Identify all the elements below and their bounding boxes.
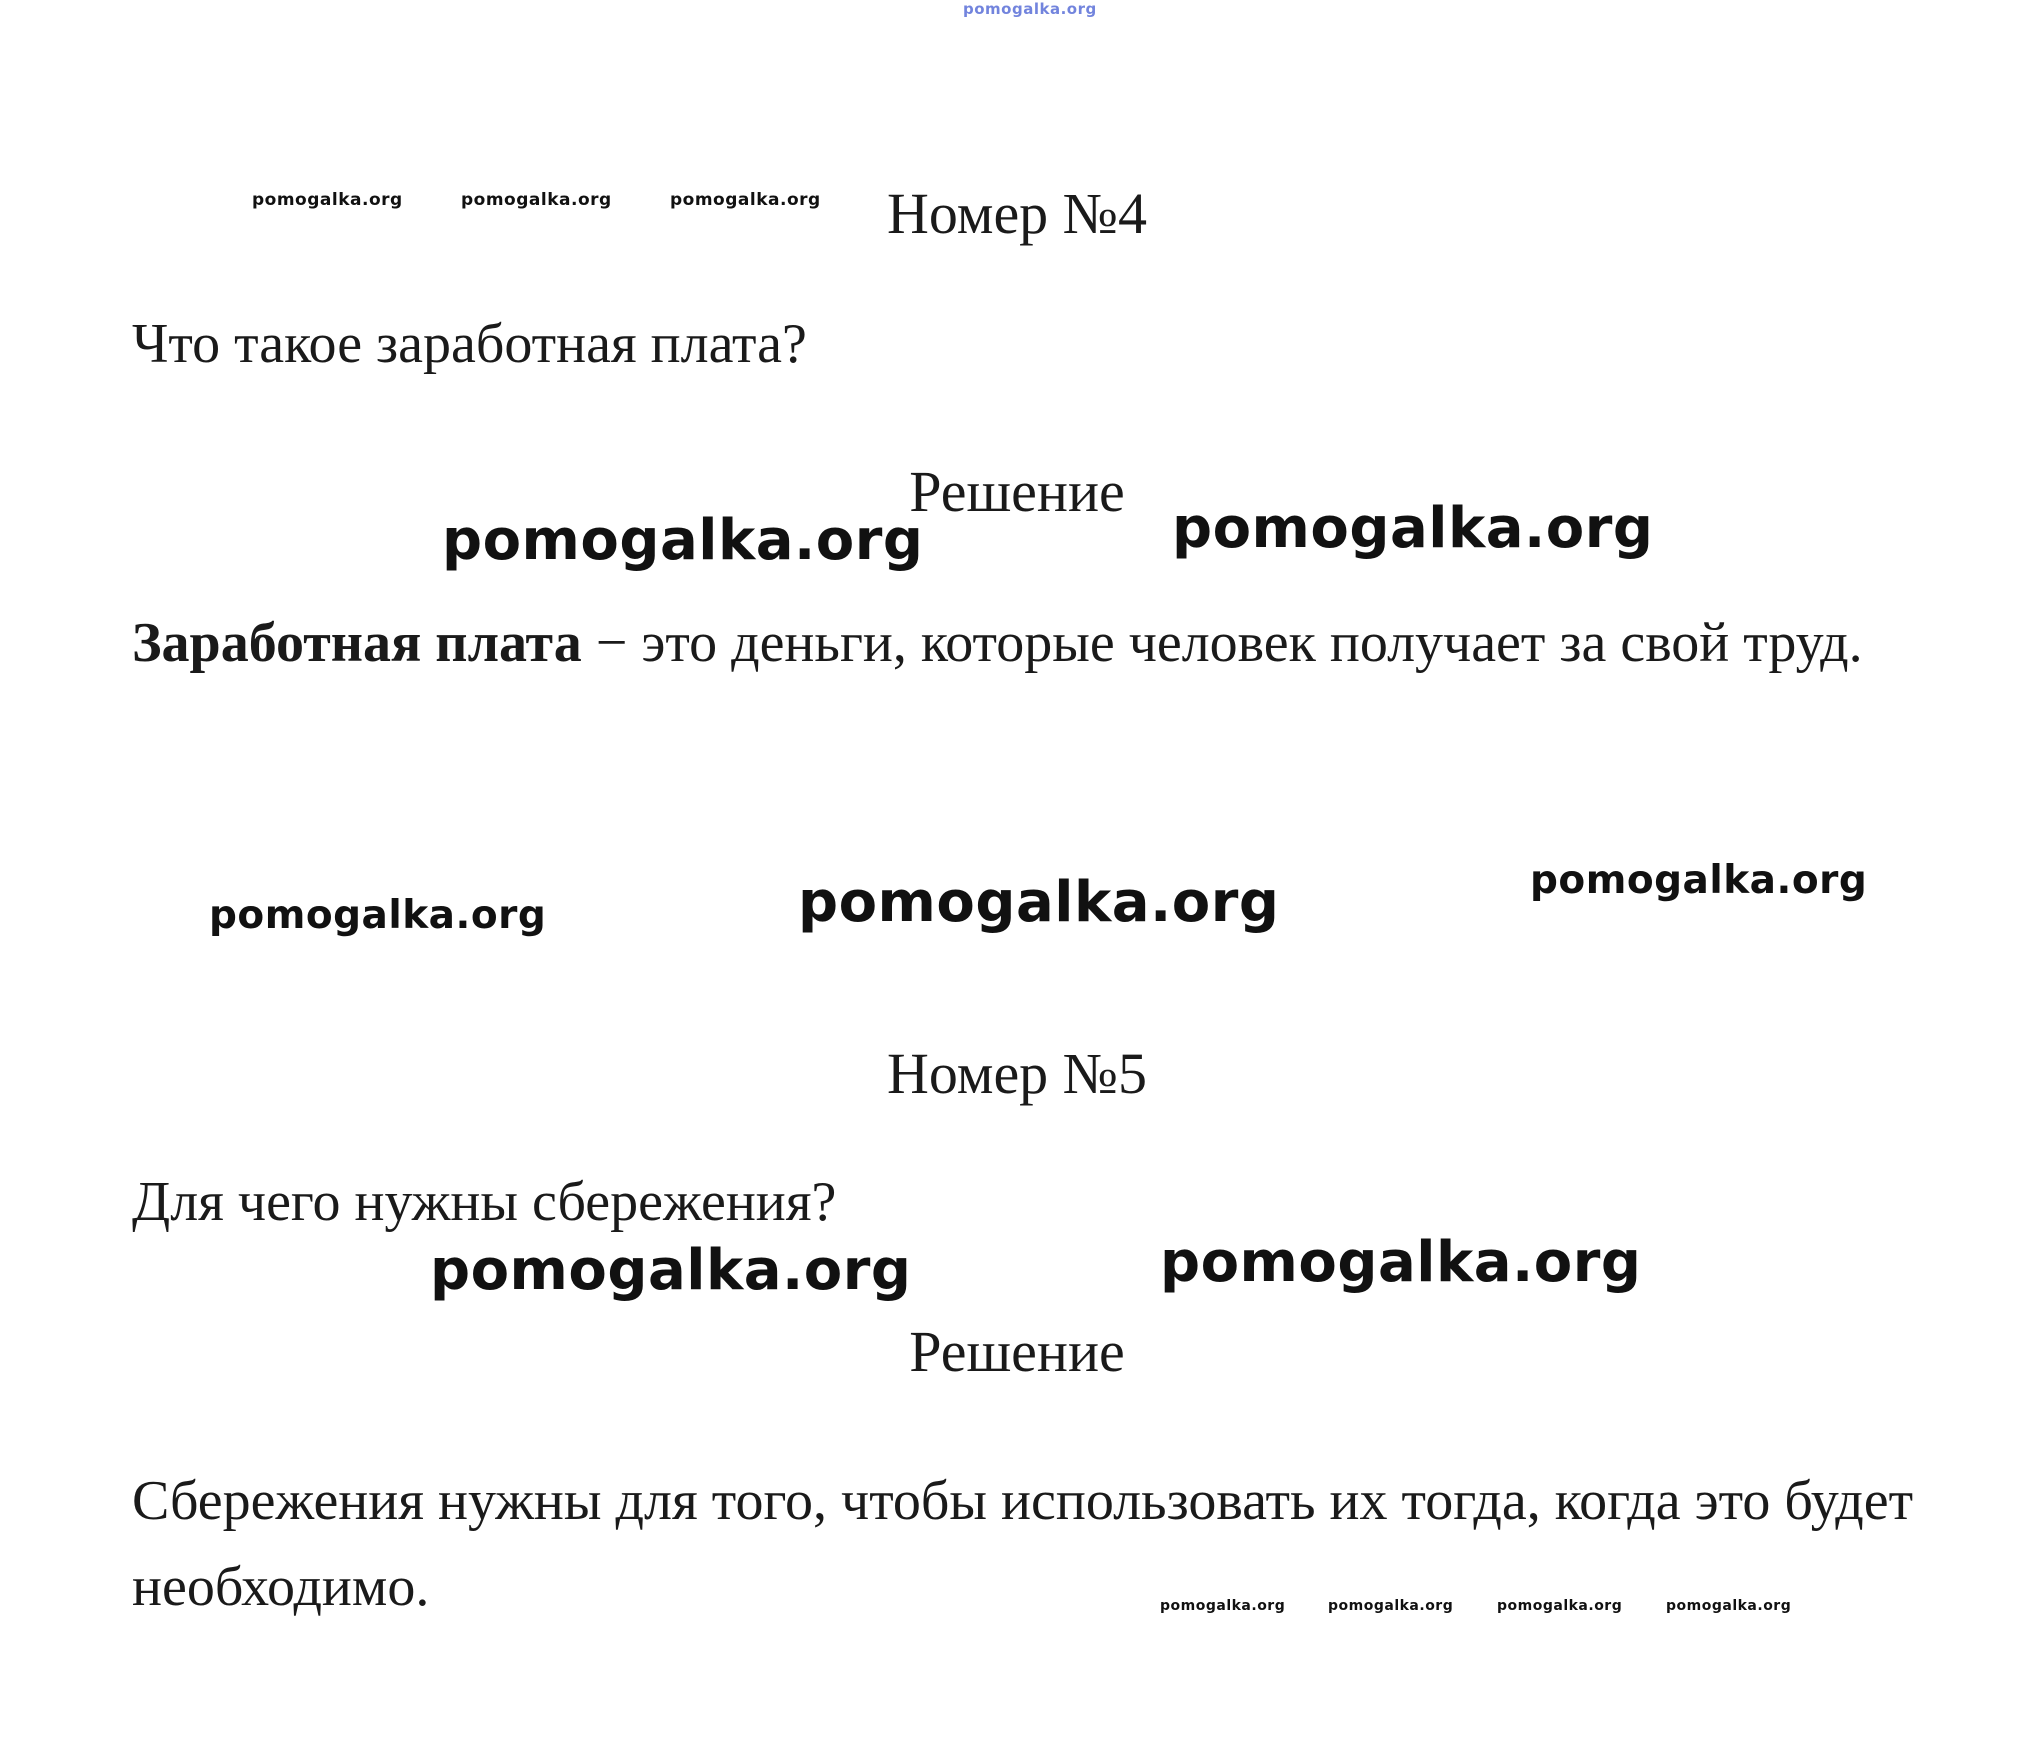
watermark: pomogalka.org (1160, 1598, 1286, 1614)
watermark: pomogalka.org (798, 870, 1280, 935)
watermark: pomogalka.org (252, 190, 403, 210)
task4-question: Что такое заработная плата? (132, 313, 807, 375)
watermark: pomogalka.org (670, 190, 821, 210)
task5-heading: Номер №5 (886, 1041, 1148, 1106)
task4-answer-term: Заработная плата (132, 612, 582, 674)
task4-answer (132, 600, 1932, 686)
watermark: pomogalka.org (1172, 496, 1654, 561)
watermark: pomogalka.org (1530, 858, 1868, 903)
watermark: pomogalka.org (1160, 1230, 1642, 1295)
task5-solution-label: Решение (909, 1319, 1125, 1384)
task5-question: Для чего нужны сбережения? (132, 1171, 837, 1233)
task4-heading: Номер №4 (886, 181, 1148, 246)
watermark: pomogalka.org (1497, 1598, 1623, 1614)
task4-answer-text: − это деньги, которые человек получает за свой труд. (581, 612, 1863, 674)
watermark: pomogalka.org (461, 190, 612, 210)
watermark: pomogalka.org (430, 1238, 912, 1303)
task5-answer: Сбережения нужны для того, чтобы использовать их тогда, когда это будет необходимо. (132, 1470, 1914, 1618)
watermark: pomogalka.org (1328, 1598, 1454, 1614)
watermark-top: pomogalka.org (963, 0, 1097, 18)
watermark: pomogalka.org (1666, 1598, 1792, 1614)
watermark: pomogalka.org (442, 508, 924, 573)
task4-solution-label: Решение (909, 459, 1125, 524)
watermark: pomogalka.org (209, 893, 547, 938)
